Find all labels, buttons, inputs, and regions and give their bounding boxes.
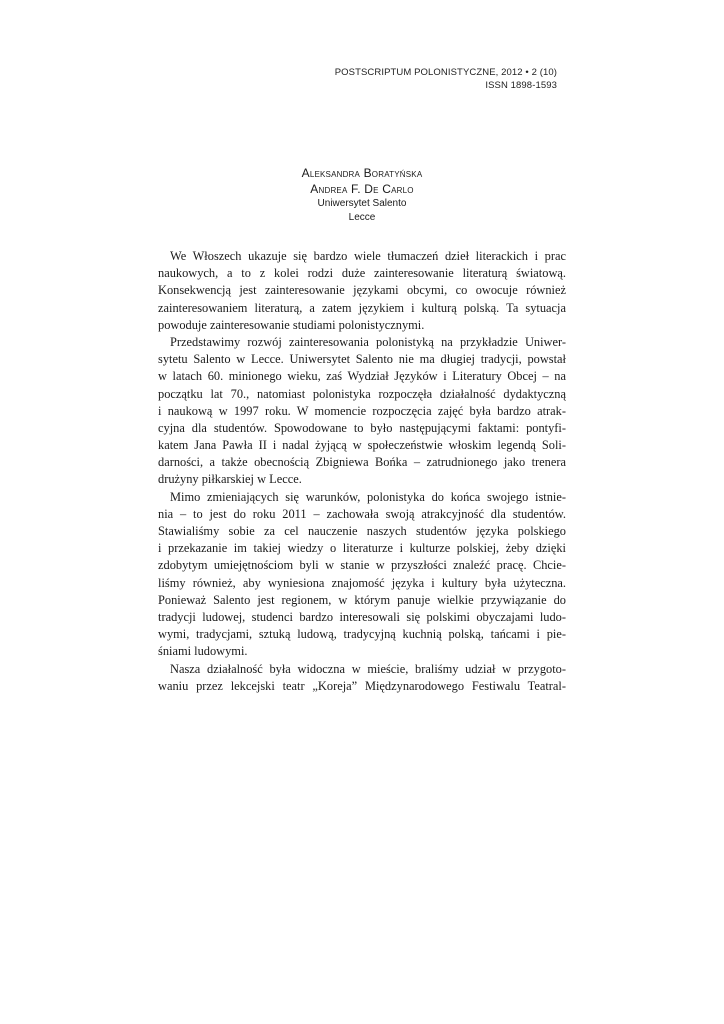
text-line: powoduje zainteresowanie studiami polonistycznymi. xyxy=(158,317,425,332)
text-line: We Włoszech ukazuje się bardzo wiele tłumaczeń dzieł literackich i prac xyxy=(170,249,566,263)
text-line: wymi, tradycjami, sztuką ludową, tradycyjną kuchnią polską, tańcami i pie- xyxy=(158,627,566,642)
paragraph xyxy=(158,661,566,695)
text-line: nia – to jest do roku 2011 – zachowała swoją atrakcyjność dla studentów. xyxy=(158,506,566,521)
text-line: w latach 60. minionego wieku, zaś Wydział Języków i Literatury Obcej – na xyxy=(158,369,566,384)
affiliation-city: Lecce xyxy=(348,212,376,223)
text-line: Nasza działalność była widoczna w mieście, braliśmy udział w przygoto- xyxy=(170,661,566,676)
text-line: liśmy również, aby wyniesiona znajomość języka i kultury była użyteczna. xyxy=(158,575,566,590)
issn: ISSN 1898-1593 xyxy=(485,80,557,91)
text-line: drużyny piłkarskiej w Lecce. xyxy=(158,472,302,487)
journal-title: POSTSCRIPTUM POLONISTYCZNE, 2012 • 2 (10) xyxy=(334,67,557,78)
article-body xyxy=(158,248,566,695)
affiliation-university: Uniwersytet Salento xyxy=(317,198,407,209)
text-line: cyjna dla studentów. Spowodowane to było następującymi faktami: pontyfi- xyxy=(158,420,566,435)
author-name: Andrea F. De Carlo xyxy=(310,182,414,196)
text-line: zdobytym umiejętnościom byli w stanie w przyszłości znaleźć pracę. Chcie- xyxy=(158,558,566,573)
text-line: Ponieważ Salento jest regionem, w którym panuje wielkie przywiązanie do xyxy=(158,592,566,607)
author-block xyxy=(0,165,724,225)
journal-header xyxy=(335,66,557,92)
text-line: śniami ludowymi. xyxy=(158,644,248,659)
text-line: tradycji ludowej, studenci bardzo interesowali się polskimi obyczajami ludo- xyxy=(158,609,566,624)
text-line: Mimo zmieniających się warunków, polonistyka do końca swojego istnie- xyxy=(170,489,566,504)
text-line: i naukową w 1997 roku. W momencie rozpoczęcia zajęć była bardzo atrak- xyxy=(158,403,566,418)
text-line: zainteresowaniem literaturą, a zatem językiem i kulturą polską. Ta sytuacja xyxy=(158,300,566,315)
paragraph xyxy=(158,334,566,489)
text-line: Konsekwencją jest zainteresowanie językami obcymi, co owocuje również xyxy=(158,283,566,298)
text-line: waniu przez lekcejski teatr „Koreja” Międzynarodowego Festiwalu Teatral- xyxy=(158,678,566,693)
text-line: Przedstawimy rozwój zainteresowania polonistyką na przykładzie Uniwer- xyxy=(170,334,566,349)
text-line: początku lat 70., natomiast polonistyka rozpoczęła działalność dydaktyczną xyxy=(158,386,566,401)
text-line: i przekazanie im takiej wiedzy o literaturze i kulturze polskiej, żeby dzięki xyxy=(158,541,566,556)
text-line: sytetu Salento w Lecce. Uniwersytet Salento nie ma długiej tradycji, powstał xyxy=(158,352,566,367)
text-line: katem Jana Pawła II i nadal żyjącą w społeczeństwie włoskim legendą Soli- xyxy=(158,438,566,453)
text-line: Stawialiśmy sobie za cel nauczenie naszych studentów języka polskiego xyxy=(158,524,566,538)
author-name: Aleksandra Boratyńska xyxy=(301,166,423,180)
text-line: darności, a także obecnością Zbigniewa Bońka – zatrudnionego jako trenera xyxy=(158,455,566,470)
paragraph xyxy=(158,248,566,334)
text-line: naukowych, a to z kolei rodzi duże zainteresowanie literaturą światową. xyxy=(158,266,566,281)
paragraph xyxy=(158,489,566,661)
